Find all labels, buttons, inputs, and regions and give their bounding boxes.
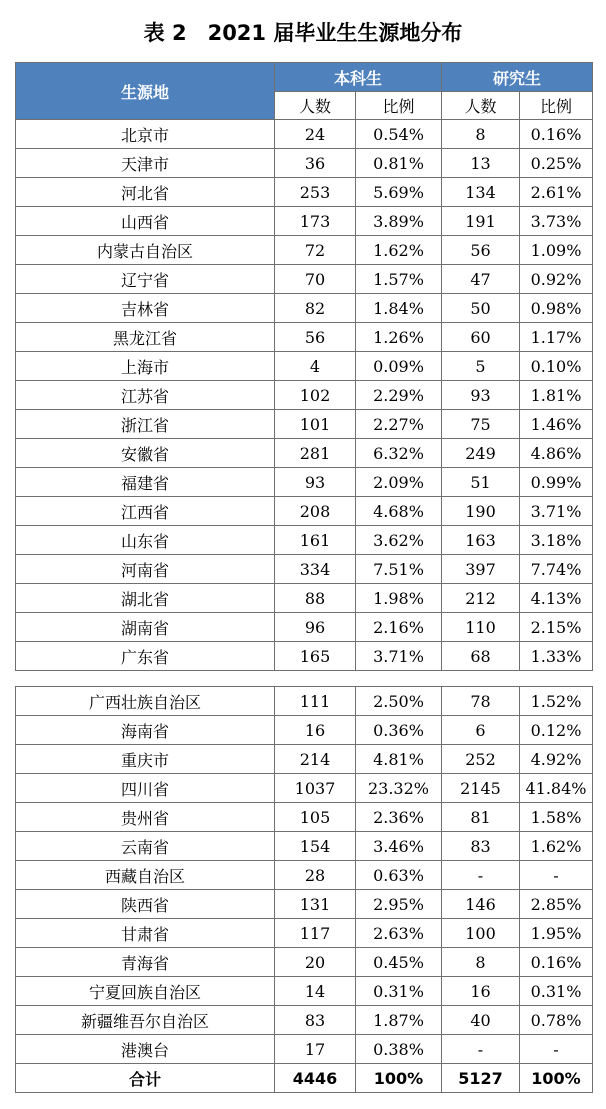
region-cell: 河南省: [16, 555, 275, 584]
undergrad-count-cell: 14: [275, 977, 356, 1006]
graduate-ratio-cell: 1.17%: [520, 323, 593, 352]
graduate-count-cell: -: [442, 1035, 520, 1064]
header-undergrad-count: 人数: [275, 92, 356, 120]
table-row: [16, 832, 593, 861]
graduate-ratio-cell: 0.12%: [520, 716, 593, 745]
graduate-count-cell: 190: [442, 497, 520, 526]
undergrad-ratio-cell: 4.68%: [356, 497, 442, 526]
table-title: 表 2 2021 届毕业生生源地分布: [143, 21, 463, 45]
table-row: [16, 468, 593, 497]
undergrad-ratio-cell: 0.45%: [356, 948, 442, 977]
total-graduate-count: 5127: [442, 1064, 520, 1093]
undergrad-count-cell: 70: [275, 265, 356, 294]
graduate-count-cell: 110: [442, 613, 520, 642]
graduate-count-cell: 60: [442, 323, 520, 352]
region-cell: 云南省: [16, 832, 275, 861]
graduate-count-cell: 397: [442, 555, 520, 584]
undergrad-count-cell: 16: [275, 716, 356, 745]
table-row: [16, 381, 593, 410]
table-row: [16, 207, 593, 236]
undergrad-ratio-cell: 2.95%: [356, 890, 442, 919]
undergrad-count-cell: 154: [275, 832, 356, 861]
region-cell: 四川省: [16, 774, 275, 803]
graduate-ratio-cell: 2.85%: [520, 890, 593, 919]
table-row: [16, 555, 593, 584]
undergrad-count-cell: 36: [275, 149, 356, 178]
graduate-ratio-cell: 3.73%: [520, 207, 593, 236]
region-cell: 江苏省: [16, 381, 275, 410]
graduate-ratio-cell: 7.74%: [520, 555, 593, 584]
region-cell: 西藏自治区: [16, 861, 275, 890]
undergrad-count-cell: 20: [275, 948, 356, 977]
region-cell: 青海省: [16, 948, 275, 977]
region-cell: 山西省: [16, 207, 275, 236]
undergrad-count-cell: 173: [275, 207, 356, 236]
region-cell: 甘肃省: [16, 919, 275, 948]
table-row: [16, 410, 593, 439]
header-graduate-count: 人数: [442, 92, 520, 120]
region-cell: 江西省: [16, 497, 275, 526]
undergrad-ratio-cell: 0.09%: [356, 352, 442, 381]
table-row: [16, 716, 593, 745]
region-cell: 宁夏回族自治区: [16, 977, 275, 1006]
graduate-count-cell: 40: [442, 1006, 520, 1035]
undergrad-ratio-cell: 3.89%: [356, 207, 442, 236]
region-cell: 贵州省: [16, 803, 275, 832]
table-row: [16, 774, 593, 803]
graduate-count-cell: 5: [442, 352, 520, 381]
undergrad-count-cell: 101: [275, 410, 356, 439]
region-cell: 辽宁省: [16, 265, 275, 294]
header-region: 生源地: [16, 63, 275, 120]
undergrad-ratio-cell: 2.36%: [356, 803, 442, 832]
graduate-count-cell: 146: [442, 890, 520, 919]
table-row: [16, 323, 593, 352]
undergrad-ratio-cell: 3.62%: [356, 526, 442, 555]
total-label: 合计: [16, 1064, 275, 1093]
undergrad-ratio-cell: 5.69%: [356, 178, 442, 207]
graduate-ratio-cell: 0.10%: [520, 352, 593, 381]
undergrad-ratio-cell: 2.09%: [356, 468, 442, 497]
total-undergrad-count: 4446: [275, 1064, 356, 1093]
region-cell: 福建省: [16, 468, 275, 497]
graduate-count-cell: 8: [442, 120, 520, 149]
undergrad-ratio-cell: 0.81%: [356, 149, 442, 178]
undergrad-count-cell: 56: [275, 323, 356, 352]
graduate-count-cell: 81: [442, 803, 520, 832]
region-cell: 黑龙江省: [16, 323, 275, 352]
graduate-ratio-cell: 0.25%: [520, 149, 593, 178]
table-row: [16, 1006, 593, 1035]
header-undergrad: 本科生: [275, 63, 442, 92]
graduate-count-cell: 100: [442, 919, 520, 948]
region-cell: 湖北省: [16, 584, 275, 613]
undergrad-count-cell: 334: [275, 555, 356, 584]
table-row: [16, 919, 593, 948]
table-row: [16, 265, 593, 294]
region-cell: 广西壮族自治区: [16, 687, 275, 716]
graduate-count-cell: 78: [442, 687, 520, 716]
table-row: [16, 861, 593, 890]
undergrad-ratio-cell: 4.81%: [356, 745, 442, 774]
table-row: [16, 294, 593, 323]
undergrad-ratio-cell: 2.63%: [356, 919, 442, 948]
table-row: [16, 497, 593, 526]
graduate-count-cell: 6: [442, 716, 520, 745]
graduate-ratio-cell: 0.16%: [520, 948, 593, 977]
total-row: [16, 1064, 593, 1093]
graduate-count-cell: 75: [442, 410, 520, 439]
undergrad-ratio-cell: 1.26%: [356, 323, 442, 352]
graduate-ratio-cell: 4.13%: [520, 584, 593, 613]
undergrad-ratio-cell: 1.98%: [356, 584, 442, 613]
undergrad-count-cell: 1037: [275, 774, 356, 803]
region-cell: 浙江省: [16, 410, 275, 439]
undergrad-ratio-cell: 1.87%: [356, 1006, 442, 1035]
graduate-ratio-cell: 41.84%: [520, 774, 593, 803]
table-row: [16, 890, 593, 919]
undergrad-count-cell: 111: [275, 687, 356, 716]
undergrad-ratio-cell: 0.38%: [356, 1035, 442, 1064]
origin-table-part2: [15, 686, 593, 1093]
graduate-ratio-cell: 1.62%: [520, 832, 593, 861]
region-cell: 上海市: [16, 352, 275, 381]
undergrad-ratio-cell: 7.51%: [356, 555, 442, 584]
undergrad-ratio-cell: 3.46%: [356, 832, 442, 861]
graduate-count-cell: 163: [442, 526, 520, 555]
table-row: [16, 613, 593, 642]
undergrad-count-cell: 88: [275, 584, 356, 613]
undergrad-ratio-cell: 2.27%: [356, 410, 442, 439]
table-row: [16, 439, 593, 468]
graduate-ratio-cell: 0.16%: [520, 120, 593, 149]
region-cell: 广东省: [16, 642, 275, 671]
graduate-count-cell: 134: [442, 178, 520, 207]
region-cell: 安徽省: [16, 439, 275, 468]
table-row: [16, 584, 593, 613]
region-cell: 陕西省: [16, 890, 275, 919]
graduate-count-cell: -: [442, 861, 520, 890]
graduate-ratio-cell: 3.18%: [520, 526, 593, 555]
graduate-count-cell: 8: [442, 948, 520, 977]
undergrad-count-cell: 253: [275, 178, 356, 207]
header-undergrad-ratio: 比例: [356, 92, 442, 120]
undergrad-ratio-cell: 23.32%: [356, 774, 442, 803]
origin-table-part1: [15, 62, 593, 671]
table-row: [16, 977, 593, 1006]
table-row: [16, 236, 593, 265]
graduate-ratio-cell: 1.95%: [520, 919, 593, 948]
graduate-count-cell: 13: [442, 149, 520, 178]
graduate-ratio-cell: 1.33%: [520, 642, 593, 671]
table-row: [16, 1035, 593, 1064]
undergrad-ratio-cell: 0.31%: [356, 977, 442, 1006]
region-cell: 内蒙古自治区: [16, 236, 275, 265]
region-cell: 吉林省: [16, 294, 275, 323]
graduate-ratio-cell: 4.92%: [520, 745, 593, 774]
undergrad-count-cell: 281: [275, 439, 356, 468]
graduate-ratio-cell: 3.71%: [520, 497, 593, 526]
undergrad-count-cell: 117: [275, 919, 356, 948]
graduate-count-cell: 47: [442, 265, 520, 294]
undergrad-count-cell: 72: [275, 236, 356, 265]
undergrad-ratio-cell: 3.71%: [356, 642, 442, 671]
table-row: [16, 149, 593, 178]
graduate-ratio-cell: 0.98%: [520, 294, 593, 323]
graduate-count-cell: 56: [442, 236, 520, 265]
undergrad-ratio-cell: 0.63%: [356, 861, 442, 890]
graduate-ratio-cell: 1.09%: [520, 236, 593, 265]
region-cell: 港澳台: [16, 1035, 275, 1064]
undergrad-count-cell: 214: [275, 745, 356, 774]
undergrad-count-cell: 83: [275, 1006, 356, 1035]
region-cell: 山东省: [16, 526, 275, 555]
table-row: [16, 642, 593, 671]
graduate-count-cell: 249: [442, 439, 520, 468]
region-cell: 重庆市: [16, 745, 275, 774]
undergrad-ratio-cell: 0.54%: [356, 120, 442, 149]
undergrad-count-cell: 82: [275, 294, 356, 323]
table-row: [16, 687, 593, 716]
table-body-part2: [16, 687, 593, 1064]
graduate-count-cell: 83: [442, 832, 520, 861]
total-undergrad-ratio: 100%: [356, 1064, 442, 1093]
total-graduate-ratio: 100%: [520, 1064, 593, 1093]
region-cell: 海南省: [16, 716, 275, 745]
graduate-ratio-cell: 2.61%: [520, 178, 593, 207]
region-cell: 北京市: [16, 120, 275, 149]
undergrad-ratio-cell: 2.50%: [356, 687, 442, 716]
undergrad-ratio-cell: 1.84%: [356, 294, 442, 323]
undergrad-count-cell: 4: [275, 352, 356, 381]
graduate-count-cell: 191: [442, 207, 520, 236]
graduate-ratio-cell: 4.86%: [520, 439, 593, 468]
table-row: [16, 948, 593, 977]
graduate-ratio-cell: 1.58%: [520, 803, 593, 832]
region-cell: 新疆维吾尔自治区: [16, 1006, 275, 1035]
graduate-ratio-cell: 0.92%: [520, 265, 593, 294]
graduate-count-cell: 252: [442, 745, 520, 774]
graduate-ratio-cell: 1.46%: [520, 410, 593, 439]
undergrad-count-cell: 105: [275, 803, 356, 832]
header-graduate: 研究生: [442, 63, 593, 92]
graduate-count-cell: 16: [442, 977, 520, 1006]
graduate-ratio-cell: -: [520, 1035, 593, 1064]
graduate-count-cell: 51: [442, 468, 520, 497]
undergrad-count-cell: 131: [275, 890, 356, 919]
graduate-ratio-cell: 0.31%: [520, 977, 593, 1006]
undergrad-ratio-cell: 1.62%: [356, 236, 442, 265]
graduate-ratio-cell: 2.15%: [520, 613, 593, 642]
table-body-part1: [16, 120, 593, 671]
graduate-ratio-cell: 0.78%: [520, 1006, 593, 1035]
region-cell: 天津市: [16, 149, 275, 178]
graduate-count-cell: 93: [442, 381, 520, 410]
region-cell: 湖南省: [16, 613, 275, 642]
undergrad-ratio-cell: 6.32%: [356, 439, 442, 468]
undergrad-ratio-cell: 0.36%: [356, 716, 442, 745]
table-row: [16, 526, 593, 555]
table-row: [16, 745, 593, 774]
undergrad-count-cell: 161: [275, 526, 356, 555]
graduate-ratio-cell: 0.99%: [520, 468, 593, 497]
header-graduate-ratio: 比例: [520, 92, 593, 120]
graduate-count-cell: 50: [442, 294, 520, 323]
undergrad-count-cell: 102: [275, 381, 356, 410]
graduate-ratio-cell: -: [520, 861, 593, 890]
undergrad-count-cell: 96: [275, 613, 356, 642]
graduate-ratio-cell: 1.81%: [520, 381, 593, 410]
table-row: [16, 120, 593, 149]
undergrad-ratio-cell: 2.16%: [356, 613, 442, 642]
undergrad-count-cell: 24: [275, 120, 356, 149]
undergrad-count-cell: 17: [275, 1035, 356, 1064]
table-row: [16, 178, 593, 207]
graduate-count-cell: 68: [442, 642, 520, 671]
region-cell: 河北省: [16, 178, 275, 207]
undergrad-count-cell: 165: [275, 642, 356, 671]
table-row: [16, 803, 593, 832]
graduate-count-cell: 212: [442, 584, 520, 613]
graduate-count-cell: 2145: [442, 774, 520, 803]
undergrad-count-cell: 28: [275, 861, 356, 890]
graduate-ratio-cell: 1.52%: [520, 687, 593, 716]
undergrad-ratio-cell: 1.57%: [356, 265, 442, 294]
undergrad-ratio-cell: 2.29%: [356, 381, 442, 410]
table-row: [16, 352, 593, 381]
undergrad-count-cell: 208: [275, 497, 356, 526]
undergrad-count-cell: 93: [275, 468, 356, 497]
